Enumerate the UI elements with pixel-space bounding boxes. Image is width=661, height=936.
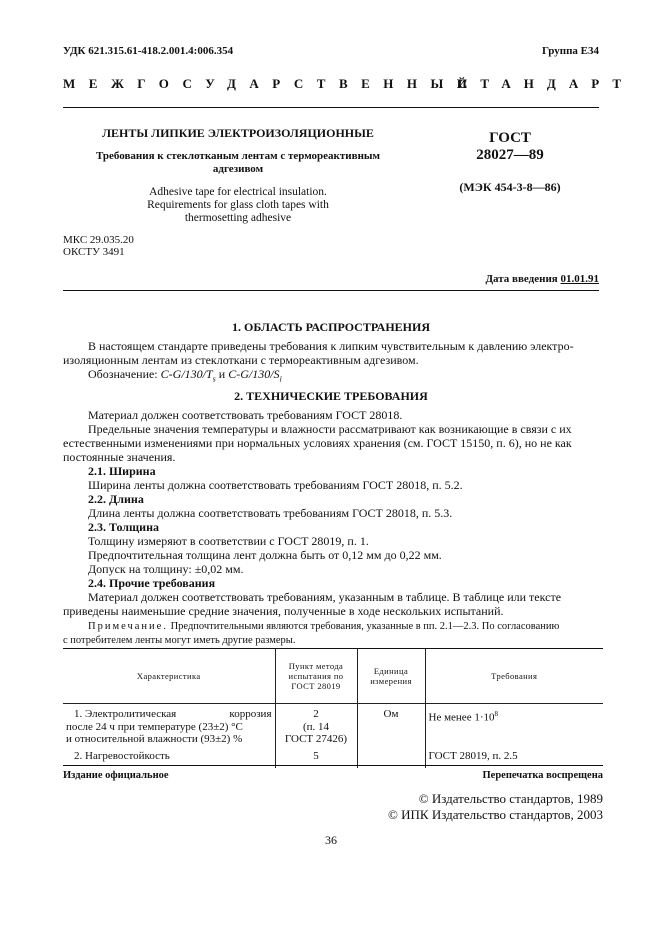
cell-line: 2 bbox=[313, 708, 319, 720]
designation-subscript: s bbox=[212, 374, 216, 384]
reprint-notice: Перепечатка воспрещена bbox=[482, 770, 603, 781]
subsection-2-3-text: Допуск на толщину: ±0,02 мм. bbox=[88, 562, 244, 576]
header-rule bbox=[63, 107, 599, 108]
intro-date bbox=[485, 273, 599, 285]
title-main: ЛЕНТЫ ЛИПКИЕ ЭЛЕКТРОИЗОЛЯЦИОННЫЕ bbox=[102, 126, 374, 140]
gost-label: ГОСТ bbox=[489, 130, 531, 146]
cell-characteristic bbox=[63, 704, 275, 746]
gost-number: 28027—89 bbox=[476, 147, 544, 163]
note bbox=[63, 620, 603, 634]
subsection-2-3-text: Предпочтительная толщина лент должна быть от 0,12 мм до 0,22 мм. bbox=[88, 548, 442, 562]
requirements-table bbox=[63, 649, 603, 768]
subsection-2-4-title: 2.4. Прочие требования bbox=[88, 576, 216, 590]
cell-line: (п. 14 bbox=[302, 720, 330, 733]
cell-line: после 24 ч при температуре (23±2) °С bbox=[66, 720, 243, 733]
header-characteristic: Характеристика bbox=[63, 649, 275, 704]
title-english bbox=[63, 186, 413, 225]
title-subtitle bbox=[63, 150, 413, 176]
subsection-2-1-text: Ширина ленты должна соответствовать требованиям ГОСТ 28018, п. 5.2. bbox=[88, 478, 463, 492]
designation-subscript: i bbox=[279, 374, 282, 384]
section2-body bbox=[63, 408, 603, 648]
banner-standard: СТАНДАРТ bbox=[458, 76, 635, 91]
cell-requirement bbox=[425, 704, 603, 746]
note-label: Примечание. bbox=[88, 621, 168, 632]
english-line: thermosetting adhesive bbox=[184, 212, 292, 224]
cell-characteristic: 2. Нагревостойкость bbox=[74, 749, 170, 762]
copyright-line: © ИПК Издательство стандартов, 2003 bbox=[388, 807, 603, 822]
subsection-2-4-text: приведены наименьшие средние значения, полученные в ходе нескольких испытаний. bbox=[63, 604, 504, 618]
banner-interstate: МЕЖГОСУДАРСТВЕННЫЙ bbox=[63, 76, 481, 91]
cell-requirement: ГОСТ 28019, п. 2.5 bbox=[425, 746, 603, 769]
section2-line: постоянные значения. bbox=[63, 450, 176, 464]
header-text: Пункт метода bbox=[288, 661, 344, 671]
designation-code: C-G/130/S bbox=[228, 367, 280, 381]
cell-method: 5 bbox=[275, 746, 357, 769]
header-requirements: Требования bbox=[425, 649, 603, 704]
subsection-2-1-title: 2.1. Ширина bbox=[88, 464, 156, 478]
header-text: испытания по bbox=[288, 671, 344, 681]
footer-rule bbox=[63, 765, 603, 766]
classification-codes bbox=[63, 234, 134, 258]
requirements-table-wrapper bbox=[63, 648, 603, 768]
cell-method bbox=[275, 704, 357, 746]
section1-line: изоляционным лентам из стеклоткани с термореактивным адгезивом. bbox=[63, 353, 419, 367]
intro-date-value: 01.01.91 bbox=[560, 273, 599, 285]
english-line: Requirements for glass cloth tapes with bbox=[147, 199, 329, 211]
cell-line: и относительной влажности (93±2) % bbox=[66, 733, 243, 745]
okstu-code: ОКСТУ 3491 bbox=[63, 246, 125, 258]
subsection-2-4-text: Материал должен соответствовать требованиям, указанным в таблице. В таблице или тексте bbox=[88, 590, 562, 604]
section1-line: В настоящем стандарте приведены требования к липким чувствительным к давлению электро- bbox=[88, 339, 574, 353]
designation-line bbox=[63, 367, 603, 386]
cell-text: коррозия bbox=[229, 708, 272, 720]
section2-line: естественными изменениями при нормальных условиях хранения (см. ГОСТ 15150, п. 6), но не как bbox=[63, 436, 572, 450]
designation-and: и bbox=[218, 367, 226, 381]
table-header-row bbox=[63, 649, 603, 704]
cell-text: Не менее 1·10 bbox=[428, 711, 495, 724]
page-number: 36 bbox=[325, 833, 337, 847]
subsection-2-2-text: Длина ленты должна соответствовать требованиям ГОСТ 28018, п. 5.3. bbox=[88, 506, 453, 520]
intro-date-label: Дата введения bbox=[485, 273, 558, 285]
subsection-2-3-text: Толщину измеряют в соответствии с ГОСТ 28019, п. 1. bbox=[88, 534, 369, 548]
copyright-block bbox=[388, 791, 603, 823]
group-code: Группа Е34 bbox=[541, 45, 599, 57]
section2-heading: 2. ТЕХНИЧЕСКИЕ ТРЕБОВАНИЯ bbox=[234, 389, 428, 403]
header-text: Единица bbox=[373, 666, 409, 676]
date-rule bbox=[63, 290, 599, 291]
designation-code: C-G/130/T bbox=[160, 367, 213, 381]
section1-heading: 1. ОБЛАСТЬ РАСПРОСТРАНЕНИЯ bbox=[232, 320, 430, 334]
mks-code: МКС 29.035.20 bbox=[63, 234, 134, 246]
designation-label: Обозначение: bbox=[88, 367, 158, 381]
cell-text: 1. Электролитическая bbox=[74, 708, 177, 720]
copyright-line: © Издательство стандартов, 1989 bbox=[418, 791, 603, 806]
section1-body bbox=[63, 339, 603, 386]
cell-line bbox=[66, 708, 272, 721]
note-text: Предпочтительными являются требования, указанные в пп. 2.1—2.3. По согласованию bbox=[170, 621, 560, 632]
iec-reference: (МЭК 454-3-8—86) bbox=[459, 180, 561, 194]
english-line: Adhesive tape for electrical insulation. bbox=[149, 186, 327, 198]
section2-line: Предельные значения температуры и влажности рассматривают как возникающие в связи с их bbox=[88, 422, 572, 436]
table-row bbox=[63, 704, 603, 746]
subsection-2-2-title: 2.2. Длина bbox=[88, 492, 144, 506]
subsection-2-3-title: 2.3. Толщина bbox=[88, 520, 159, 534]
exponent: 8 bbox=[494, 710, 498, 718]
subtitle-line: Требования к стеклотканым лентам с термореактивным bbox=[95, 150, 380, 162]
udk-code: УДК 621.315.61-418.2.001.4:006.354 bbox=[63, 45, 234, 57]
header-text: измерения bbox=[370, 676, 412, 686]
header-test-method bbox=[275, 649, 357, 704]
cell-unit: Ом bbox=[357, 704, 425, 746]
official-edition: Издание официальное bbox=[63, 770, 169, 781]
gost-designation bbox=[418, 130, 602, 164]
section2-paragraph: Материал должен соответствовать требованиям ГОСТ 28018. bbox=[88, 408, 403, 422]
subtitle-line: адгезивом bbox=[212, 163, 264, 175]
header-unit bbox=[357, 649, 425, 704]
note-text: с потребителем ленты могут иметь другие размеры. bbox=[63, 635, 296, 646]
cell-line: ГОСТ 27426) bbox=[284, 733, 348, 745]
header-text: ГОСТ 28019 bbox=[291, 681, 341, 691]
